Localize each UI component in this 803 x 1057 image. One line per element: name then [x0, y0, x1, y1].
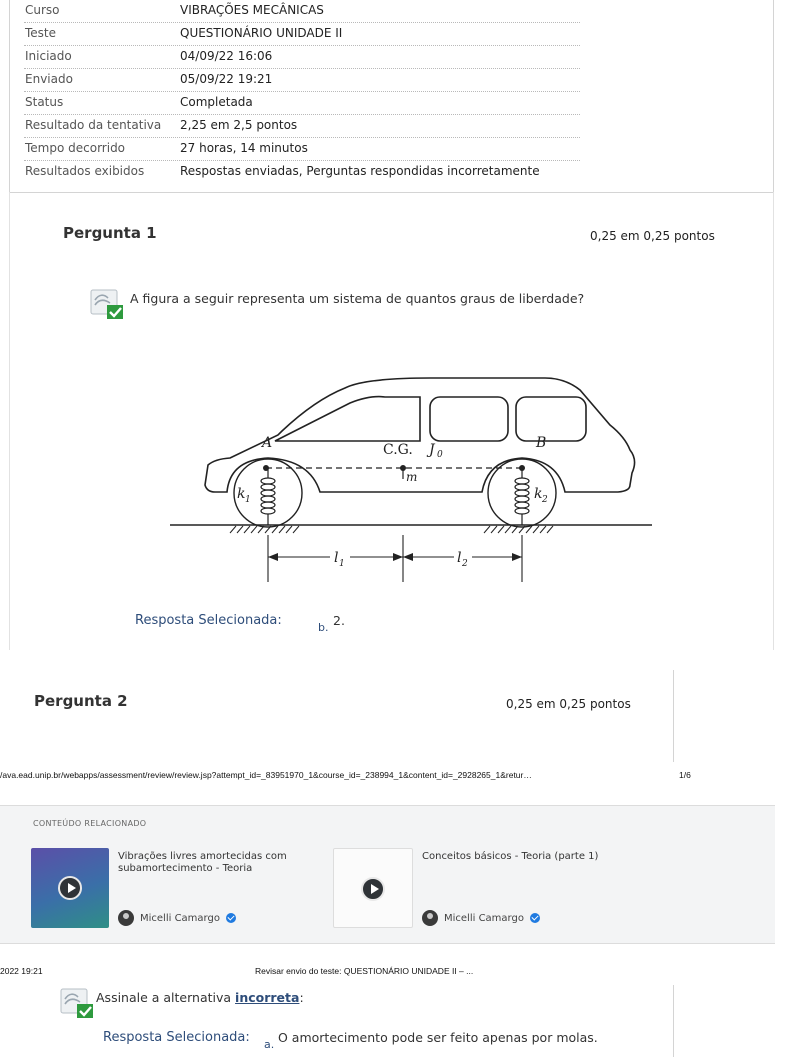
- video-1-author-name: Micelli Camargo: [140, 912, 220, 924]
- label-k1: k: [237, 486, 246, 502]
- spring-k1: [261, 468, 275, 525]
- frame-line: [9, 0, 10, 192]
- summary-row-started: [24, 46, 580, 69]
- frame-line: [673, 985, 674, 1057]
- label-a: A: [262, 435, 273, 451]
- summary-value: Respostas enviadas, Perguntas respondidas incorretamente: [180, 164, 540, 178]
- video-thumbnail-2[interactable]: [333, 848, 413, 928]
- summary-value: Completada: [180, 95, 253, 109]
- summary-label: Resultado da tentativa: [25, 118, 162, 132]
- summary-row-course: [24, 0, 580, 23]
- question-1-answer-value: 2.: [333, 613, 345, 628]
- question-1-text: A figura a seguir representa um sistema de quantos graus de liberdade?: [130, 291, 585, 306]
- summary-row-displayed: [24, 161, 580, 183]
- video-2-title[interactable]: Conceitos básicos - Teoria (parte 1): [422, 851, 599, 862]
- label-m: m: [406, 470, 418, 484]
- frame-line: [673, 670, 674, 762]
- summary-value: 05/09/22 19:21: [180, 72, 273, 86]
- verified-icon: [530, 913, 540, 923]
- question-1-answer-label: Resposta Selecionada:: [135, 613, 282, 628]
- label-l2-sub: 2: [462, 559, 468, 569]
- question-3-text-suffix: :: [299, 990, 304, 1005]
- label-l1-sub: 1: [339, 559, 345, 569]
- car-diagram: [170, 375, 654, 587]
- summary-value: QUESTIONÁRIO UNIDADE II: [180, 26, 343, 40]
- question-3-text-emphasis: incorreta: [235, 990, 300, 1005]
- avatar: [118, 910, 134, 926]
- summary-label: Curso: [25, 3, 60, 17]
- video-2-author: [422, 910, 540, 926]
- question-3-text-prefix: Assinale a alternativa: [96, 990, 236, 1005]
- video-2-author-name: Micelli Camargo: [444, 912, 524, 924]
- question-2-points: 0,25 em 0,25 pontos: [506, 697, 631, 711]
- frame-line: [9, 192, 10, 650]
- label-l1: l: [334, 550, 339, 566]
- print-header-date: 2022 19:21: [0, 966, 43, 976]
- correct-answer-icon: [60, 987, 96, 1019]
- video-thumbnail-1[interactable]: [31, 848, 109, 928]
- question-3-text: [96, 990, 304, 1005]
- summary-value: 27 horas, 14 minutos: [180, 141, 308, 155]
- question-1-answer-letter: b.: [318, 621, 329, 634]
- summary-label: Enviado: [25, 72, 73, 86]
- label-k2-sub: 2: [542, 495, 548, 505]
- question-1-title: Pergunta 1: [63, 224, 157, 242]
- question-3-answer-label: Resposta Selecionada:: [103, 1030, 250, 1045]
- summary-value: 2,25 em 2,5 pontos: [180, 118, 298, 132]
- summary-label: Iniciado: [25, 49, 72, 63]
- play-icon[interactable]: [58, 876, 82, 900]
- question-1-points: 0,25 em 0,25 pontos: [590, 229, 715, 243]
- ground-hatch: [230, 526, 553, 533]
- label-b: B: [536, 435, 547, 451]
- question-3-answer-letter: a.: [264, 1038, 275, 1051]
- summary-row-elapsed: [24, 138, 580, 161]
- summary-label: Resultados exibidos: [25, 164, 145, 178]
- label-cg: C.G.: [383, 442, 413, 458]
- question-2-title: Pergunta 2: [34, 692, 128, 710]
- video-1-author: [118, 910, 236, 926]
- frame-line: [773, 0, 774, 192]
- avatar: [422, 910, 438, 926]
- print-footer-page: 1/6: [679, 770, 691, 780]
- related-content-panel: [0, 805, 775, 944]
- summary-label: Teste: [25, 26, 57, 40]
- video-1-title[interactable]: Vibrações livres amortecidas com subamortecimento - Teoria: [118, 851, 287, 874]
- print-header-title: Revisar envio do teste: QUESTIONÁRIO UNIDADE II – ...: [255, 966, 474, 976]
- summary-row-submitted: [24, 69, 580, 92]
- summary-row-result: [24, 115, 580, 138]
- frame-line: [773, 192, 774, 650]
- play-icon[interactable]: [361, 877, 385, 901]
- spring-k2: [515, 468, 529, 525]
- label-j0-sub: 0: [437, 450, 443, 460]
- label-l2: l: [457, 550, 462, 566]
- summary-label: Status: [25, 95, 64, 109]
- print-footer-url: /ava.ead.unip.br/webapps/assessment/review/review.jsp?attempt_id=_83951970_1&course_id=_238994_1&content_id=_2928265_1&retur…: [0, 770, 532, 780]
- question-3-answer-value: O amortecimento pode ser feito apenas por molas.: [278, 1030, 598, 1045]
- correct-answer-icon: [90, 288, 126, 320]
- related-heading: CONTEÚDO RELACIONADO: [33, 819, 147, 828]
- summary-row-test: [24, 23, 580, 46]
- label-k2: k: [534, 486, 543, 502]
- divider: [9, 192, 774, 193]
- summary-value: VIBRAÇÕES MECÂNICAS: [180, 3, 324, 17]
- label-k1-sub: 1: [245, 495, 251, 505]
- label-j0: J: [429, 442, 435, 458]
- verified-icon: [226, 913, 236, 923]
- summary-value: 04/09/22 16:06: [180, 49, 273, 63]
- summary-row-status: [24, 92, 580, 115]
- summary-label: Tempo decorrido: [25, 141, 126, 155]
